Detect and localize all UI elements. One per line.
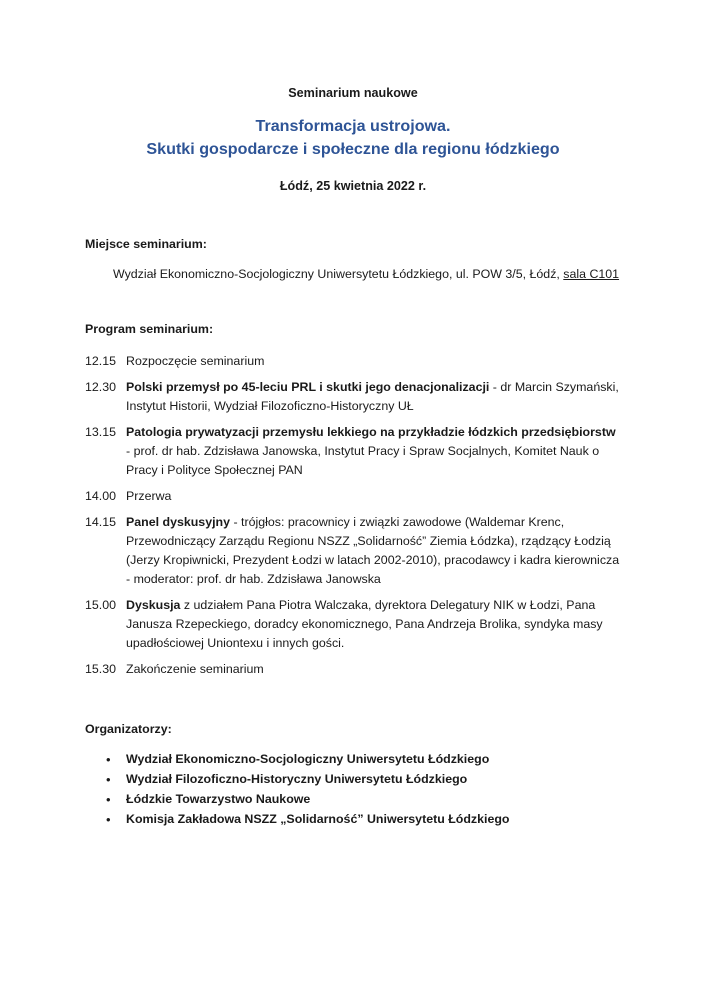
program-entry [85,513,621,589]
bullet-icon: • [106,792,111,807]
document-dateline: Łódź, 25 kwietnia 2022 r. [279,179,427,193]
program-entry-description [126,352,621,371]
program-entry-description [126,378,621,416]
program-entry-time: 12.15 [85,354,117,368]
document-kicker: Seminarium naukowe [288,86,418,100]
organizer-list-item [85,810,621,829]
venue-address-text: Wydział Ekonomiczno-Socjologiczny Uniwersytetu Łódzkiego, ul. POW 3/5, Łódź, [113,267,564,281]
program-entry [85,423,621,480]
program-entry-title: Patologia prywatyzacji przemysłu lekkiego na przykładzie łódzkich przedsiębiorstw [126,425,616,439]
program-entry-time: 14.00 [85,489,117,503]
bullet-icon: • [106,812,111,827]
program-entry-details: Rozpoczęcie seminarium [126,354,265,368]
program-entry-description [126,487,621,506]
organizer-list-item [85,770,621,789]
program-entry-description [126,660,621,679]
document-content [85,0,621,830]
organizer-name: Wydział Ekonomiczno-Socjologiczny Uniwersytetu Łódzkiego [126,752,490,766]
program-entry-title: Polski przemysł po 45-leciu PRL i skutki jego denacjonalizacji [126,380,490,394]
bullet-icon: • [106,752,111,767]
program-entry-time: 13.15 [85,425,117,439]
program-entry-details: Przerwa [126,489,172,503]
program-entry-description [126,423,621,480]
program-list [85,352,621,679]
program-entry-title: Dyskusja [126,598,181,612]
program-entry-details: - prof. dr hab. Zdzisława Janowska, Instytut Pracy i Spraw Socjalnych, Komitet Nauk o Pracy i Polityce Społecznej PAN [126,444,600,477]
bullet-icon: • [106,772,111,787]
program-entry [85,487,621,506]
program-entry-description [126,596,621,653]
organizers-list [85,750,621,829]
organizer-list-item [85,790,621,809]
program-entry-title: Panel dyskusyjny [126,515,230,529]
document-title [85,115,621,161]
program-heading: Program seminarium: [85,322,214,336]
program-entry [85,596,621,653]
program-entry-details: Zakończenie seminarium [126,662,264,676]
document-title-line-1: Transformacja ustrojowa. [255,117,451,135]
program-entry-details: - trójgłos: pracownicy i związki zawodowe (Waldemar Krenc, Przewodniczący Zarządu Regionu NSZZ „Solidarność” Ziemia Łódzka), rządzący Łodzią (Jerzy Kropiwnicki, Prezydent Łodzi w latach 2002-2010), pracodawcy i kadra kierownicza - moderator: prof. dr hab. Zdzisława Janowska [126,515,620,586]
program-entry [85,352,621,371]
program-entry-time: 15.00 [85,598,117,612]
program-entry-time: 14.15 [85,515,117,529]
venue-address [113,265,621,283]
document-title-line-2: Skutki gospodarcze i społeczne dla regionu łódzkiego [146,140,560,158]
program-entry [85,378,621,416]
organizer-name: Łódzkie Towarzystwo Naukowe [126,792,311,806]
program-entry-time: 12.30 [85,380,117,394]
program-entry-time: 15.30 [85,662,117,676]
program-entry-description [126,513,621,589]
program-entry-details: z udziałem Pana Piotra Walczaka, dyrektora Delegatury NIK w Łodzi, Pana Janusza Rzepeckiego, doradcy ekonomicznego, Pana Andrzeja Brolika, syndyka masy upadłościowej Uniontexu i innych gości. [126,598,603,650]
organizer-list-item [85,750,621,769]
program-entry [85,660,621,679]
program-entry-details: - dr Marcin Szymański, Instytut Historii, Wydział Filozoficzno-Historyczny UŁ [126,380,619,413]
organizers-heading: Organizatorzy: [85,722,172,736]
organizer-name: Wydział Filozoficzno-Historyczny Uniwersytetu Łódzkiego [126,772,468,786]
organizer-name: Komisja Zakładowa NSZZ „Solidarność” Uniwersytetu Łódzkiego [126,812,510,826]
venue-heading: Miejsce seminarium: [85,237,207,251]
venue-room-link[interactable]: sala C101 [563,267,620,281]
